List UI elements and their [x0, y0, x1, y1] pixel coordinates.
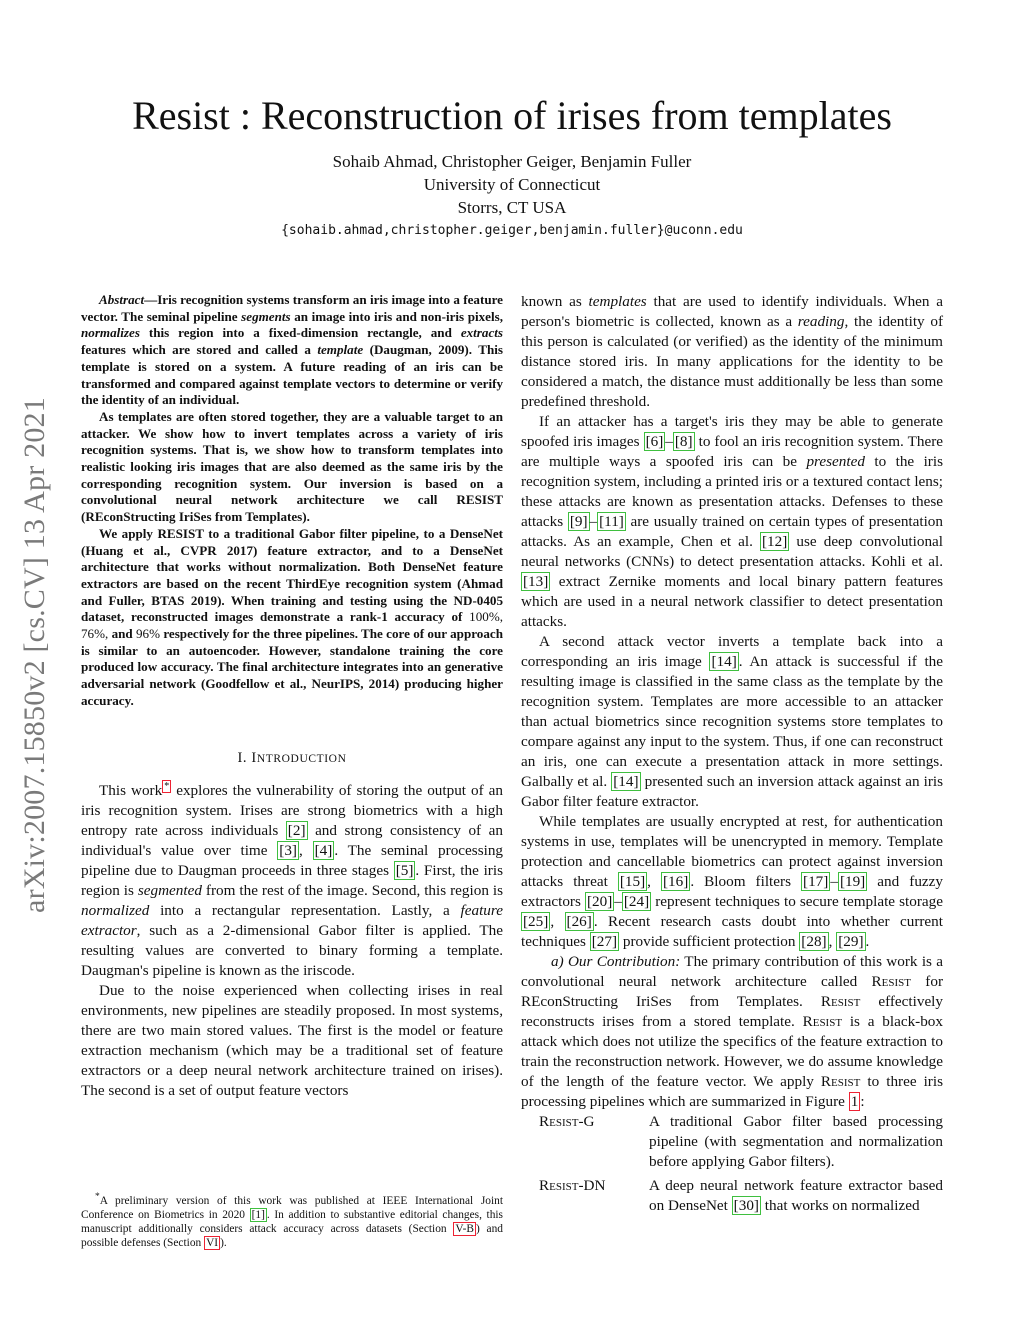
right-paragraph-3: A second attack vector inverts a template back into a corresponding an iris image [14] . An attack is successful if the resulting image is classified in the same class as the template by the recognition system. Templates are more accessible to an attacker than actual biometrics since recognition systems store templates to compare against any input to the system. Thus, if one can reconstruct an iris, one can execute a presentation attack in more settings. Galbally et al. [14] presented such an inversion attack against an iris Gabor filter feature extractor. [521, 633, 944, 810]
citation-link[interactable]: [11] [599, 513, 624, 530]
citation-link[interactable]: [3] [279, 841, 297, 859]
citation-link[interactable]: [14] [613, 773, 639, 790]
figure-link[interactable]: 1 [850, 1093, 859, 1110]
citation-link[interactable]: [24] [623, 893, 650, 910]
section-heading-introduction: I. INTRODUCTION [237, 749, 347, 766]
author-emails: {sohaib.ahmad,christopher.geiger,benjamin.fuller}@uconn.edu [281, 223, 743, 238]
right-column [521, 292, 943, 1216]
citation-link[interactable]: [26] [566, 913, 592, 930]
affiliation: University of Connecticut [423, 175, 601, 194]
section-link[interactable]: V-B [455, 1222, 474, 1235]
citation-link[interactable]: [1] [251, 1208, 265, 1221]
right-paragraph-1: known as templates that are used to identify individuals. When a person's biometric is collected, known as a reading, the identity of this person is calculated (or verified) as the identity of the minimum distance stored iris. In many applications for the identity to be considered a match, the distance must additionally be less than some predefined threshold. [521, 293, 944, 410]
footnote [81, 1190, 503, 1250]
citation-link[interactable]: [13] [523, 573, 549, 590]
contribution-label: a) Our Contribution: [551, 953, 681, 970]
contribution-paragraph: a) Our Contribution: The primary contribution of this work is a convolutional neural network architecture called Resist for REconStructing IriSes from Templates. Resist effectively reconstructs irises from a stored template. Resist is a black-box attack which does not utilize the specifics of the feature extraction to train the reconstruction network. However, we do assume knowledge of the length of the feature vector. We apply Resist to three iris processing pipelines which are summarized in Figure 1 : [521, 953, 944, 1110]
intro-paragraph-2: Due to the noise experienced when collecting irises in real environments, new pipelines are steadily proposed. In most systems, there are two main stored values. The first is the model or feature extraction mechanism (which may be a traditional set of feature extractors or a deep neural network architecture trained on irises). The second is a set of output feature vectors [81, 981, 503, 1099]
right-paragraph-4: While templates are usually encrypted at rest, for authentication systems in use, templates will be unencrypted in memory. Template protection and cancellable biometrics can protect against inversion attacks threat [15] , [16] . Bloom filters [17] – [19] and fuzzy extractors [20] – [24] represent techniques to secure template storage [25] , [26] . Recent research casts doubt into whether current techniques [27] provide sufficient protection [28] , [29] . [521, 813, 943, 950]
author-block [0, 150, 1024, 242]
paper-title: Resist : Reconstruction of irises from templates [132, 93, 892, 138]
citation-link[interactable]: [4] [314, 841, 333, 859]
arxiv-identifier: arXiv:2007.15850v2 [cs.CV] 13 Apr 2021 [18, 397, 51, 913]
citation-link[interactable]: [28] [801, 933, 827, 950]
abstract-label: Abstract [99, 292, 145, 307]
abstract-paragraph-2: As templates are often stored together, they are a valuable target to an attacker. We show how to invert templates across a variety of iris recognition systems. That is, we show how to transform templates into realistic looking iris images that are also deemed as the same iris by the corresponding recognition system. Our inversion is based on a convolutional neural network architecture we call RESIST (REconStructing IriSes from Templates). [81, 408, 503, 525]
citation-link[interactable]: [19] [839, 873, 866, 890]
arxiv-sidebar [10, 355, 60, 955]
citation-link[interactable]: [25] [523, 913, 549, 930]
pipeline-description: A deep neural network feature extractor based on DenseNet [30] that works on normalized [649, 1177, 943, 1214]
citation-link[interactable]: [15] [619, 873, 646, 890]
author-names: Sohaib Ahmad, Christopher Geiger, Benjamin Fuller [332, 152, 692, 171]
pipeline-item [521, 1176, 943, 1216]
pipeline-description: A traditional Gabor filter based processing pipeline (with segmentation and normalization before applying Gabor filters). [649, 1113, 943, 1170]
abstract-paragraph-1: Abstract—Iris recognition systems transform an iris image into a feature vector. The seminal pipeline segments an image into iris and non-iris pixels, normalizes this region into a fixed-dimension rectangle, and extracts features which are stored and called a template (Daugman, 2009). This template is stored on a system. A future reading of an iris can be transformed and compared against template vectors to determine or verify the identity of an individual. [81, 292, 504, 408]
citation-link[interactable]: [12] [761, 533, 788, 550]
section-link[interactable]: VI [206, 1236, 219, 1249]
footnote-text: *A preliminary version of this work was published at IEEE International Joint Conference on Biometrics in 2020 [1] . In addition to substantive editorial changes, this manuscript additionally considers attack accuracy across datasets (Section V-B ) and possible defenses (Section VI ). [81, 1192, 504, 1249]
citation-link[interactable]: [27] [591, 933, 618, 950]
footnote-link[interactable]: * [164, 780, 170, 792]
citation-link[interactable]: [6] [645, 433, 664, 450]
citation-link[interactable]: [2] [287, 821, 306, 839]
citation-link[interactable]: [5] [395, 861, 414, 879]
intro-paragraph-1: This work * explores the vulnerability of storing the output of an iris recognition system. Irises are strong biometrics with a high entropy rate across individuals [2] and strong consistency of an individual's value over time [3] , [4] . The seminal processing pipeline due to Daugman proceeds in three stages [5] . First, the iris region is segmented from the rest of the image. Second, this region is normalized into a rectangular representation. Lastly, a feature extractor, such as a 2-dimensional Gabor filter is applied. The resulting values are converted to binary forming a template. Daugman's pipeline is known as the iriscode. [81, 780, 504, 979]
abstract [81, 292, 503, 710]
citation-link[interactable]: [30] [733, 1197, 759, 1214]
left-column [81, 292, 503, 1101]
citation-link[interactable]: [16] [663, 873, 689, 890]
pipeline-list [521, 1112, 943, 1216]
pipeline-name: Resist-DN [539, 1177, 606, 1194]
citation-link[interactable]: [17] [803, 873, 829, 890]
pipeline-item [521, 1112, 943, 1172]
citation-link[interactable]: [29] [838, 933, 864, 950]
pipeline-name: Resist-G [539, 1113, 595, 1130]
citation-link[interactable]: [8] [674, 433, 693, 450]
location: Storrs, CT USA [457, 198, 567, 217]
right-paragraph-2: If an attacker has a target's iris they may be able to generate spoofed iris images [6] – [8] to fool an iris recognition system. There are multiple ways a spoofed iris can be presented to the iris recognition system, including a printed iris or a textured contact lens; these attacks are known as presentation attacks. Defenses to these attacks [9] – [11] are usually trained on certain types of presentation attacks. As an example, Chen et al. [12] use deep convolutional neural networks (CNNs) to detect presentation attacks. Kohli et al. [13] extract Zernike moments and local binary pattern features which are used in a neural network classifier to detect presentation attacks. [521, 413, 943, 630]
citation-link[interactable]: [20] [586, 893, 613, 910]
introduction-body [81, 775, 503, 1101]
citation-link[interactable]: [14] [711, 653, 737, 670]
citation-link[interactable]: [9] [569, 513, 588, 530]
abstract-paragraph-3: We apply RESIST to a traditional Gabor filter pipeline, to a DenseNet (Huang et al., CVPR 2017) feature extractor, and to a DenseNet architecture that works without normalization. Both DenseNet feature extractors are based on the recent ThirdEye recognition system (Ahmad and Fuller, BTAS 2019). When training and testing using the ND-0405 dataset, reconstructed images demonstrate a rank-1 accuracy of 100%, 76%, and 96% respectively for the three pipelines. The core of our approach is similar to an autoencoder. However, standalone training the core produced low accuracy. The final architecture integrates into an generative adversarial network (Goodfellow et al., NeurIPS, 2014) producing higher accuracy. [81, 525, 503, 708]
